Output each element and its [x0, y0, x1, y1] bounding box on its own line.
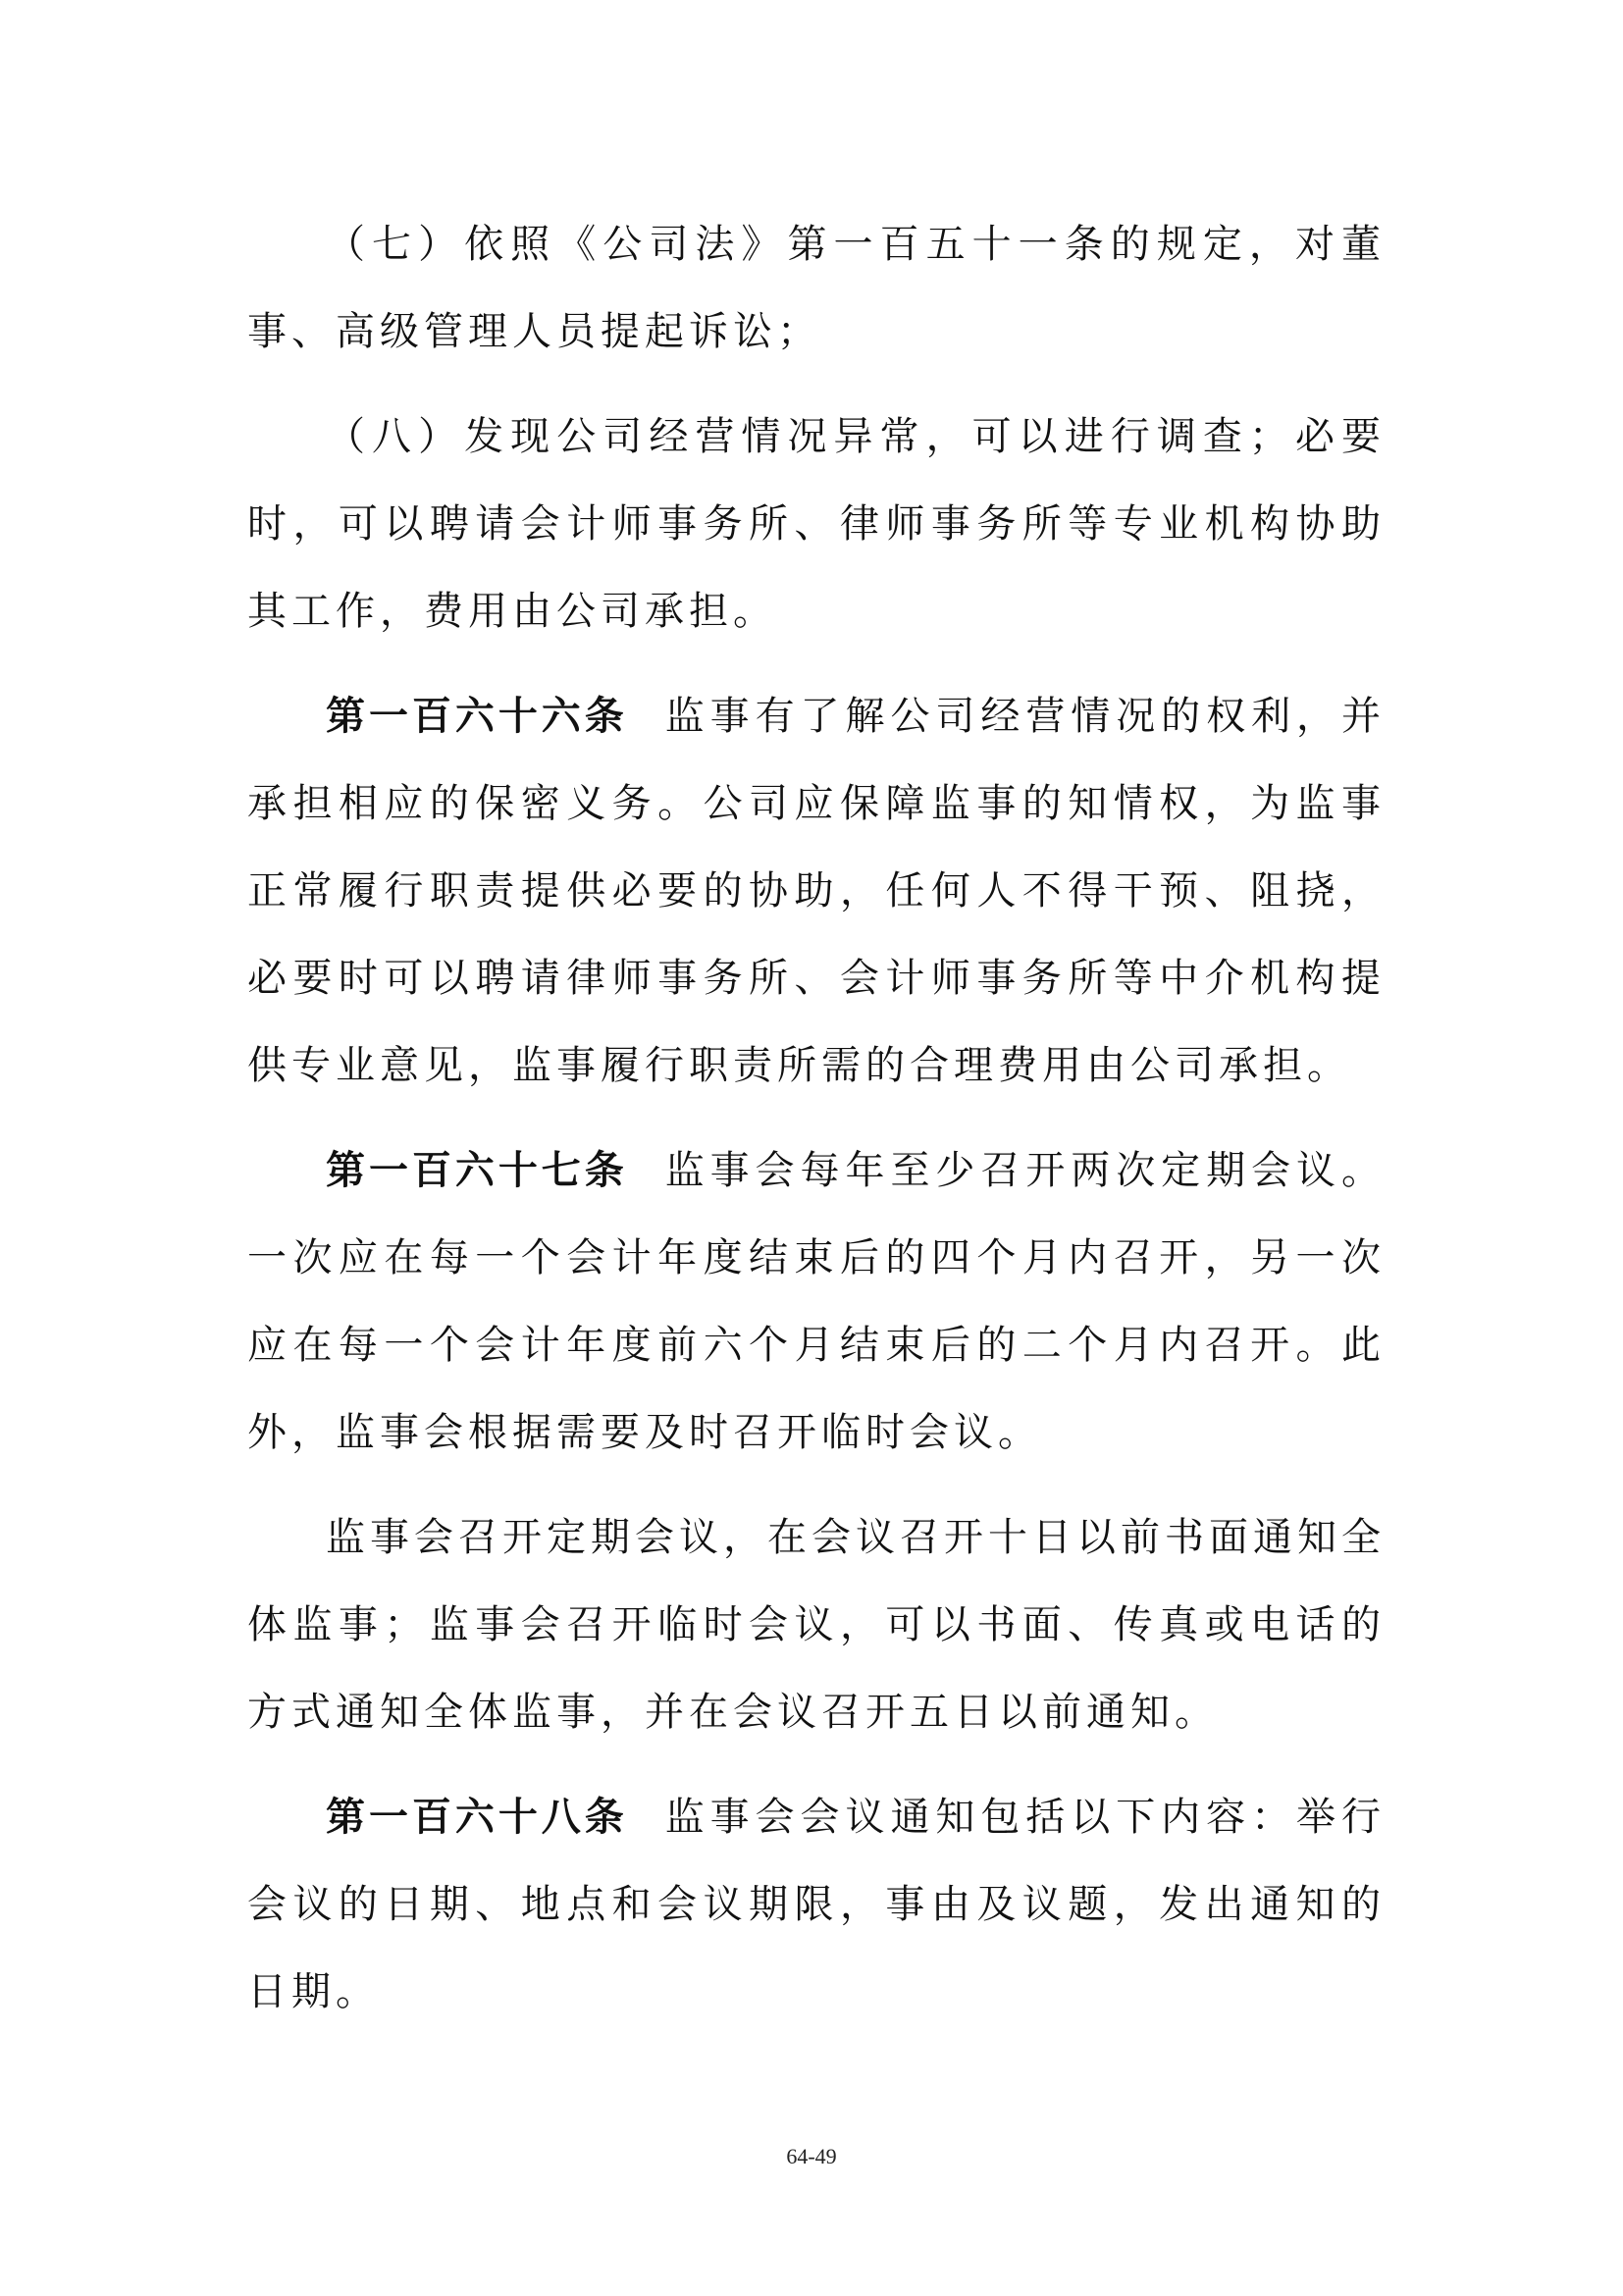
- paragraph-text: （八）发现公司经营情况异常，可以进行调查；必要时，可以聘请会计师事务所、律师事务所等专业机构协助其工作，费用由公司承担。: [247, 414, 1386, 634]
- paragraph-text: （七）依照《公司法》第一百五十一条的规定，对董事、高级管理人员提起诉讼；: [247, 222, 1386, 354]
- paragraph-item-8: [247, 393, 1386, 655]
- article-number: 第一百六十七条: [326, 1148, 628, 1193]
- article-text: 监事会每年至少召开两次定期会议。一次应在每一个会计年度结束后的四个月内召开，另一次应在每一个会计年度前六个月结束后的二个月内召开。此外，监事会根据需要及时召开临时会议。: [247, 1148, 1387, 1455]
- article-168: [247, 1774, 1386, 2036]
- paragraph-text: 监事会召开定期会议，在会议召开十日以前书面通知全体监事；监事会召开临时会议，可以书面、传真或电话的方式通知全体监事，并在会议召开五日以前通知。: [247, 1515, 1386, 1735]
- article-number: 第一百六十六条: [326, 694, 628, 739]
- article-166: [247, 673, 1386, 1110]
- article-167-continued: [247, 1494, 1386, 1756]
- page-number: 64-49: [786, 2144, 837, 2168]
- article-number: 第一百六十八条: [326, 1795, 628, 1840]
- paragraph-item-7: [247, 201, 1386, 376]
- document-body: [247, 201, 1386, 2036]
- article-text: 监事会会议通知包括以下内容：举行会议的日期、地点和会议期限，事由及议题，发出通知的日期。: [247, 1795, 1387, 2014]
- article-167: [247, 1127, 1386, 1477]
- article-text: 监事有了解公司经营情况的权利，并承担相应的保密义务。公司应保障监事的知情权，为监事正常履行职责提供必要的协助，任何人不得干预、阻挠，必要时可以聘请律师事务所、会计师事务所等中介机构提供专业意见，监事履行职责所需的合理费用由公司承担。: [247, 694, 1387, 1088]
